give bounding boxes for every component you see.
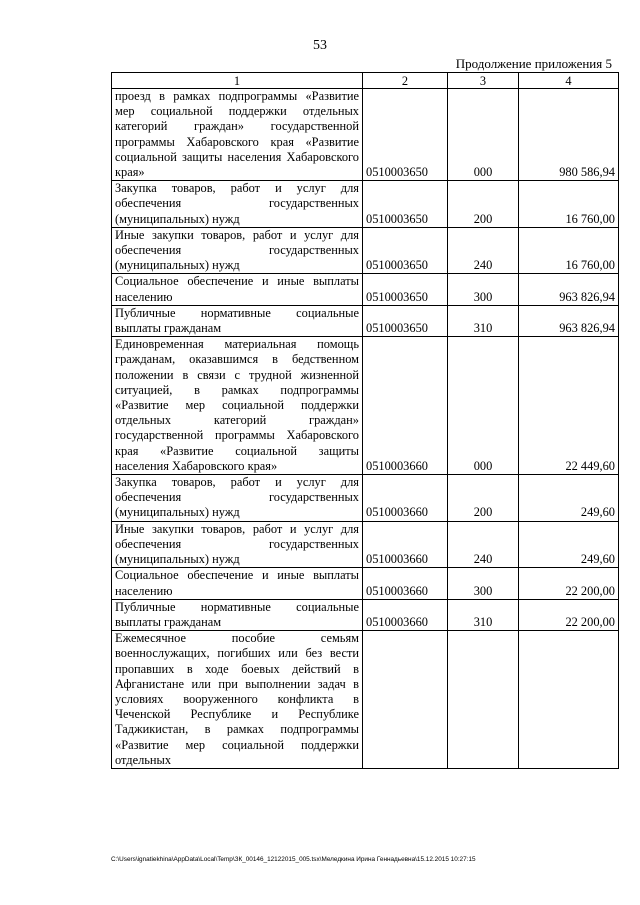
row-amount: 249,60 xyxy=(519,521,619,568)
table-row xyxy=(112,181,619,228)
table-header-row xyxy=(112,73,619,89)
row-amount: 963 826,94 xyxy=(519,305,619,336)
table-row xyxy=(112,631,619,769)
row-name: Социальное обеспечение и иные выплаты населению xyxy=(112,568,363,599)
row-name: Закупка товаров, работ и услуг для обеспечения государственных (муниципальных) нужд xyxy=(112,475,363,522)
row-code: 0510003650 xyxy=(363,89,448,181)
row-code: 0510003660 xyxy=(363,337,448,475)
budget-table xyxy=(111,72,619,769)
row-type: 240 xyxy=(448,227,519,274)
table-row xyxy=(112,305,619,336)
table-row xyxy=(112,521,619,568)
row-name: Иные закупки товаров, работ и услуг для обеспечения государственных (муниципальных) нужд xyxy=(112,227,363,274)
header-cell-4: 4 xyxy=(519,73,619,89)
row-amount: 16 760,00 xyxy=(519,181,619,228)
row-type: 310 xyxy=(448,305,519,336)
row-name: Иные закупки товаров, работ и услуг для обеспечения государственных (муниципальных) нужд xyxy=(112,521,363,568)
row-name: Единовременная материальная помощь гражданам, оказавшимся в бедственном положении в связи с трудной жизненной ситуацией, в рамках подпрограммы «Развитие мер социальной поддержки отдельных категорий граждан» государственной программы Хабаровского края «Развитие социальной защиты населения Хабаровского края» xyxy=(112,337,363,475)
row-amount: 22 200,00 xyxy=(519,599,619,630)
row-type: 300 xyxy=(448,568,519,599)
row-name: Публичные нормативные социальные выплаты гражданам xyxy=(112,305,363,336)
table-row xyxy=(112,337,619,475)
header-cell-3: 3 xyxy=(448,73,519,89)
row-amount: 16 760,00 xyxy=(519,227,619,274)
row-name: Публичные нормативные социальные выплаты гражданам xyxy=(112,599,363,630)
table-row xyxy=(112,475,619,522)
table-row xyxy=(112,227,619,274)
continuation-label: Продолжение приложения 5 xyxy=(455,56,612,71)
table-row xyxy=(112,89,619,181)
row-amount: 22 449,60 xyxy=(519,337,619,475)
table-row xyxy=(112,599,619,630)
row-type: 000 xyxy=(448,337,519,475)
row-amount: 22 200,00 xyxy=(519,568,619,599)
header-cell-2: 2 xyxy=(363,73,448,89)
row-code: 0510003650 xyxy=(363,274,448,305)
table-row xyxy=(112,568,619,599)
row-amount: 249,60 xyxy=(519,475,619,522)
row-code: 0510003660 xyxy=(363,599,448,630)
row-name: Социальное обеспечение и иные выплаты населению xyxy=(112,274,363,305)
row-name: проезд в рамках подпрограммы «Развитие мер социальной поддержки отдельных категорий граждан» государственной программы Хабаровского края «Развитие социальной защиты населения Хабаровского края» xyxy=(112,89,363,181)
header-cell-1: 1 xyxy=(112,73,363,89)
row-amount: 980 586,94 xyxy=(519,89,619,181)
row-type: 000 xyxy=(448,89,519,181)
page-number: 53 xyxy=(313,38,327,53)
row-amount: 963 826,94 xyxy=(519,274,619,305)
row-code: 0510003660 xyxy=(363,475,448,522)
row-type xyxy=(448,631,519,769)
row-code: 0510003650 xyxy=(363,181,448,228)
row-type: 200 xyxy=(448,475,519,522)
row-type: 240 xyxy=(448,521,519,568)
row-code: 0510003660 xyxy=(363,521,448,568)
row-amount xyxy=(519,631,619,769)
row-name: Закупка товаров, работ и услуг для обеспечения государственных (муниципальных) нужд xyxy=(112,181,363,228)
file-path-footer: C:\Users\ignatiekhina\AppData\Local\Temp\ЗК_00146_12122015_005.tsx\Меледкина Ирина Геннадьевна\15.12.2015 10:27:15 xyxy=(111,856,476,863)
row-code: 0510003650 xyxy=(363,227,448,274)
row-type: 300 xyxy=(448,274,519,305)
row-code: 0510003660 xyxy=(363,568,448,599)
row-type: 310 xyxy=(448,599,519,630)
row-code xyxy=(363,631,448,769)
table-row xyxy=(112,274,619,305)
row-code: 0510003650 xyxy=(363,305,448,336)
row-type: 200 xyxy=(448,181,519,228)
row-name: Ежемесячное пособие семьям военнослужащих, погибших или без вести пропавших в ходе боевых действий в Афганистане или при выполнении задач в условиях вооруженного конфликта в Чеченской Республике и Республике Таджикистан, в рамках подпрограммы «Развитие мер социальной поддержки отдельных xyxy=(112,631,363,769)
